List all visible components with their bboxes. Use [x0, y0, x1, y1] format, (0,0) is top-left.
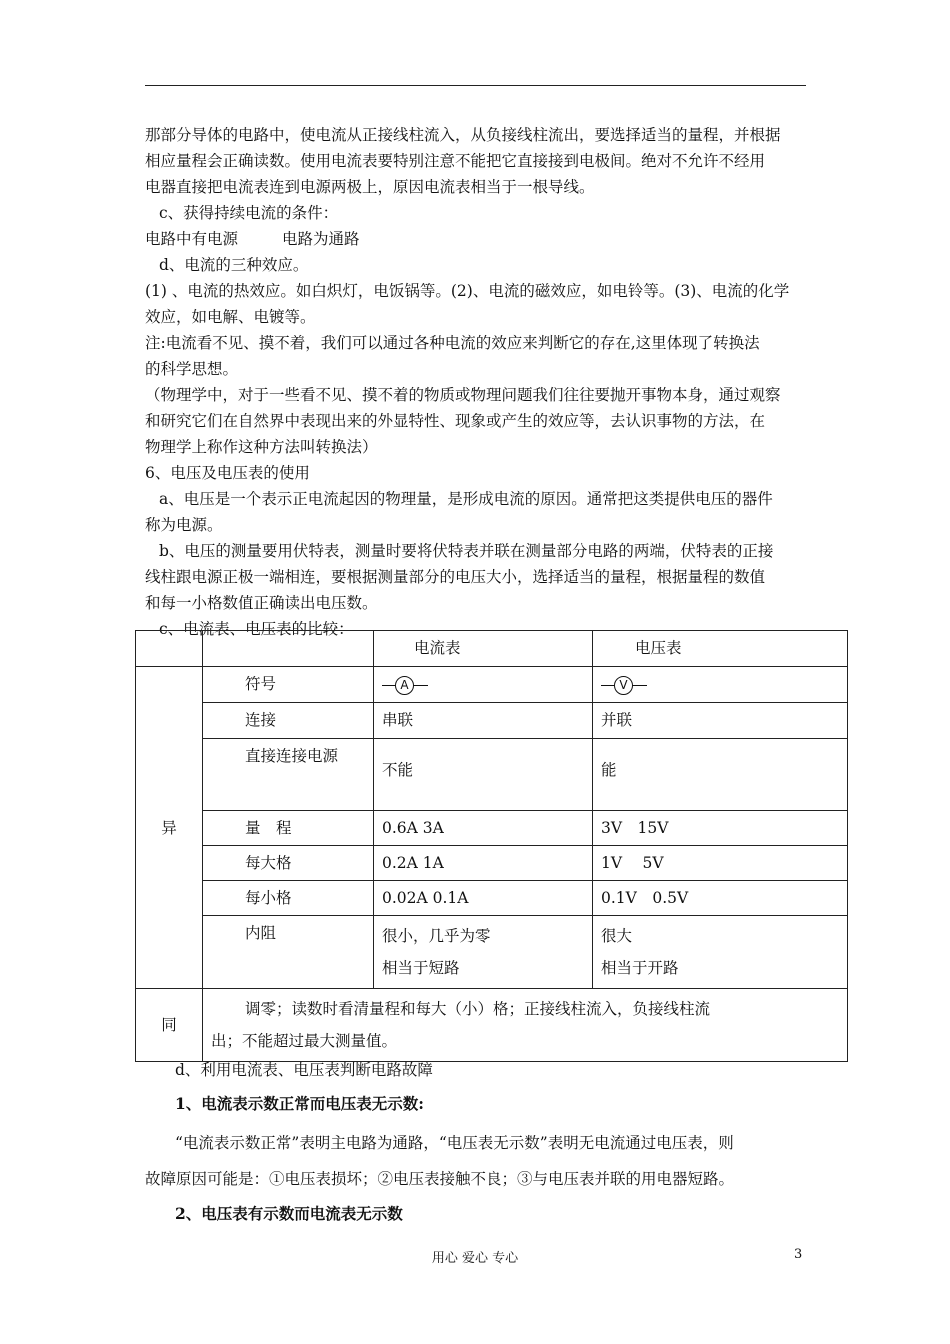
- ammeter-symbol-icon: A: [382, 676, 428, 694]
- table-row-same: [136, 989, 848, 1062]
- resist-label: 内阻: [203, 916, 374, 989]
- table-row: [136, 739, 848, 811]
- ammeter-cell: 不能: [374, 739, 593, 811]
- s6c-heading: c、电流表、电压表的比较：: [159, 620, 354, 638]
- table-row: [136, 846, 848, 881]
- attr-cell-text: 直接连接电源: [245, 747, 339, 765]
- comparison-table: [135, 630, 848, 1062]
- voltmeter-resist-cell: [593, 916, 848, 989]
- symbol-label: 符号: [203, 667, 374, 703]
- attr-cell: 量 程: [203, 811, 374, 846]
- case1-title: 1、电流表示数正常而电压表无示数:: [175, 1094, 425, 1113]
- body-upper: [145, 122, 810, 642]
- note-line2: 的科学思想。: [145, 360, 239, 378]
- col-voltmeter: 电压表: [593, 631, 848, 667]
- voltmeter-symbol-cell: [593, 667, 848, 703]
- same-label: 同: [136, 989, 203, 1062]
- explain-line2: 和研究它们在自然界中表现出来的外显特性、现象或产生的效应等，去认识事物的方法，在: [145, 412, 766, 430]
- s6b-line2: 线柱跟电源正极一端相连，要根据测量部分的电压大小，选择适当的量程，根据量程的数值: [145, 568, 766, 586]
- case1-line1: “电流表示数正常”表明主电路为通路，“电压表无示数”表明无电流通过电压表，则: [175, 1134, 734, 1152]
- header-rule: [145, 85, 806, 86]
- cond2: 电路为通路: [282, 230, 360, 248]
- s6a-line2: 称为电源。: [145, 516, 223, 534]
- attr-cell: 每大格: [203, 846, 374, 881]
- case1-line2: 故障原因可能是：①电压表损坏；②电压表接触不良；③与电压表并联的用电器短路。: [145, 1170, 735, 1188]
- ammeter-cell: 0.2A 1A: [374, 846, 593, 881]
- same-text-cell: [203, 989, 848, 1062]
- ammeter-cell: 0.6A 3A: [374, 811, 593, 846]
- table-row: [136, 703, 848, 739]
- c-heading: c、获得持续电流的条件：: [159, 204, 339, 222]
- table-row-symbol: [136, 667, 848, 703]
- body-lower: [145, 1057, 810, 1227]
- corner-cell-2: [203, 631, 374, 667]
- attr-cell: 每小格: [203, 881, 374, 916]
- ammeter-resist-2: 相当于短路: [382, 959, 460, 977]
- diff-label: 异: [136, 667, 203, 989]
- footer: 用心 爱心 专心: [431, 1251, 519, 1266]
- conditions: [145, 226, 810, 252]
- voltmeter-resist-2: 相当于开路: [601, 959, 679, 977]
- section6-heading: 6、电压及电压表的使用: [145, 464, 310, 482]
- voltmeter-cell: 0.1V 0.5V: [593, 881, 848, 916]
- table-header-row: [136, 631, 848, 667]
- voltmeter-cell: 3V 15V: [593, 811, 848, 846]
- page-number: 3: [794, 1247, 803, 1262]
- cond1: 电路中有电源: [145, 230, 239, 248]
- col-ammeter: 电流表: [374, 631, 593, 667]
- s6b-line3: 和每一小格数值正确读出电压数。: [145, 594, 378, 612]
- para1-line1: 那部分导体的电路中，使电流从正接线柱流入，从负接线柱流出，要选择适当的量程，并根据: [145, 126, 781, 144]
- voltmeter-cell: 并联: [593, 703, 848, 739]
- voltmeter-resist-1: 很大: [601, 927, 633, 945]
- attr-cell: 连接: [203, 703, 374, 739]
- explain-line1: （物理学中，对于一些看不见、摸不着的物质或物理问题我们往往要抛开事物本身，通过观察: [145, 386, 781, 404]
- corner-cell: [136, 631, 203, 667]
- s6b-line1: b、电压的测量要用伏特表，测量时要将伏特表并联在测量部分电路的两端，伏特表的正接: [159, 542, 774, 560]
- d-heading: d、电流的三种效应。: [159, 256, 309, 274]
- voltmeter-cell: 1V 5V: [593, 846, 848, 881]
- attr-cell: [203, 739, 374, 811]
- effects-line1: (1) 、电流的热效应。如白炽灯，电饭锅等。(2)、电流的磁效应，如电铃等。(3)、电流的化学: [145, 282, 790, 300]
- effects-line2: 效应，如电解、电镀等。: [145, 308, 316, 326]
- s6a-line1: a、电压是一个表示正电流起因的物理量，是形成电流的原因。通常把这类提供电压的器件: [159, 490, 773, 508]
- ammeter-cell: 串联: [374, 703, 593, 739]
- s6d-heading: d、利用电流表、电压表判断电路故障: [175, 1061, 433, 1079]
- table-row-resistance: [136, 916, 848, 989]
- table-row: [136, 881, 848, 916]
- ammeter-resist-cell: [374, 916, 593, 989]
- voltmeter-cell: 能: [593, 739, 848, 811]
- ammeter-cell: 0.02A 0.1A: [374, 881, 593, 916]
- table-row: [136, 811, 848, 846]
- voltmeter-symbol-icon: V: [601, 676, 647, 694]
- para1-line2: 相应量程会正确读数。使用电流表要特别注意不能把它直接接到电极间。绝对不允许不经用: [145, 152, 766, 170]
- same-text-2: 出；不能超过最大测量值。: [211, 1032, 398, 1050]
- ammeter-symbol-cell: [374, 667, 593, 703]
- ammeter-resist-1: 很小，几乎为零: [382, 927, 491, 945]
- case2-title: 2、电压表有示数而电流表无示数: [175, 1204, 403, 1223]
- explain-line3: 物理学上称作这种方法叫转换法）: [145, 438, 378, 456]
- note-line1: 注:电流看不见、摸不着，我们可以通过各种电流的效应来判断它的存在,这里体现了转换法: [145, 334, 760, 352]
- para1-line3: 电器直接把电流表连到电源两极上，原因电流表相当于一根导线。: [145, 178, 595, 196]
- same-text-1: 调零；读数时看清量程和每大（小）格；正接线柱流入，负接线柱流: [245, 1000, 711, 1018]
